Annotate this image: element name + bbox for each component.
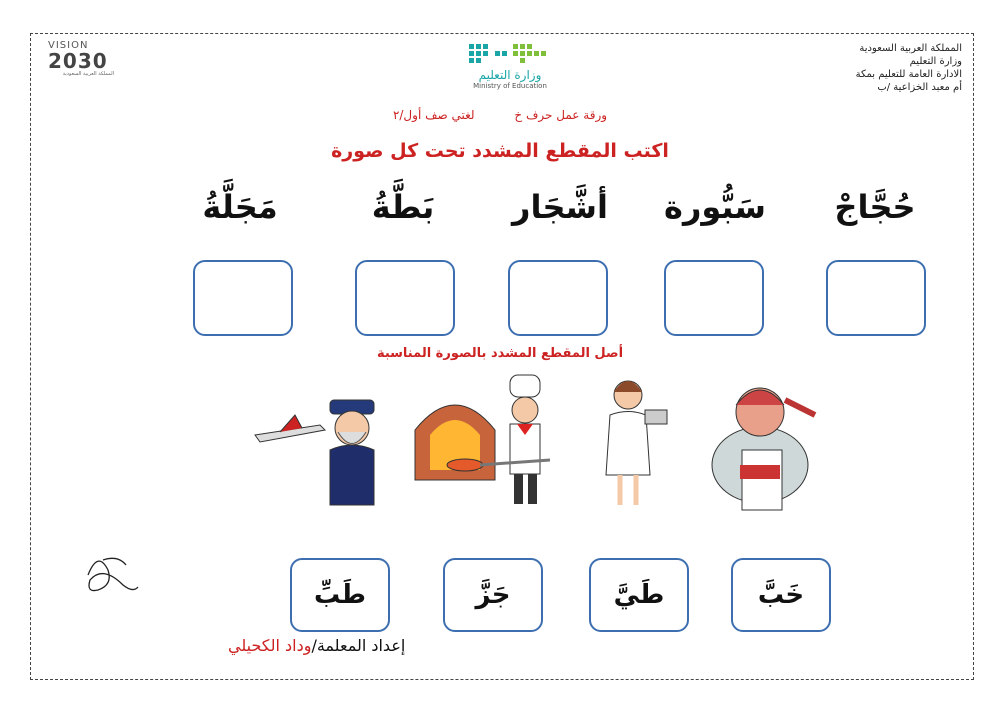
answer-box[interactable] [508, 260, 608, 336]
word-ashjar: أشَّجَار [512, 188, 608, 226]
ministry-name-en: Ministry of Education [473, 82, 547, 90]
header-line: وزارة التعليم [909, 56, 962, 67]
signature-image [78, 545, 143, 605]
section1-title: اكتب المقطع المشدد تحت كل صورة [331, 140, 669, 162]
pilot-image[interactable] [250, 370, 380, 515]
answer-box[interactable] [193, 260, 293, 336]
answer-box[interactable] [355, 260, 455, 336]
ministry-header [856, 42, 962, 94]
vision-label: VISION [48, 40, 89, 51]
answer-box[interactable] [826, 260, 926, 336]
ministry-name-ar: وزارة التعليم [478, 68, 542, 82]
syllable-jazza[interactable]: جَزَّ [443, 558, 543, 632]
word-sabbora: سَبُّورة [664, 188, 766, 226]
vision-year: 2030 [48, 49, 108, 73]
teacher-credit [228, 636, 405, 655]
word-batta: بَطَّةُ [371, 188, 435, 226]
word-majalla: مَجَلَّةُ [202, 188, 278, 226]
syllable-tibb[interactable]: طَبِّ [290, 558, 390, 632]
vision-sub: المملكة العربية السعودية [62, 71, 114, 77]
section2-title: أصل المقطع المشدد بالصورة المناسبة [376, 346, 624, 361]
header-line: الادارة العامة للتعليم بمكة [855, 69, 962, 80]
worksheet-label: ورقة عمل حرف خ [514, 108, 608, 122]
grade-label: لغتي صف أول/٢ [392, 108, 475, 122]
teacher-name: وداد الكحيلي [228, 636, 312, 655]
sheet-info [0, 108, 1000, 122]
ministry-logo [445, 42, 575, 90]
syllable-khabba[interactable]: خَبَّ [731, 558, 831, 632]
answer-box[interactable] [664, 260, 764, 336]
syllable-tayya[interactable]: طَيَّ [589, 558, 689, 632]
baker-image[interactable] [410, 370, 555, 510]
doctor-image[interactable] [590, 370, 670, 510]
vision-2030-logo [48, 40, 114, 77]
butcher-image[interactable] [690, 370, 830, 515]
header-line: أم معبد الخزاعية /ب [877, 82, 962, 93]
ministry-dots-icon [465, 42, 555, 64]
word-hujjaj: حُجَّاجْ [834, 188, 916, 226]
credit-prefix: إعداد المعلمة/ [311, 636, 406, 655]
header-line: المملكة العربية السعودية [859, 43, 962, 54]
